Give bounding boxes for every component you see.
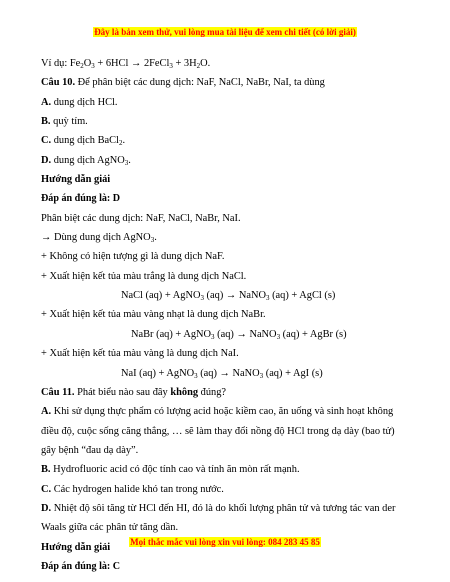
equation-nai: NaI (aq) + AgNO$_3$ (aq) → NaNO$_3$ (aq) + AgI (s) <box>121 367 323 380</box>
footer-banner-text: Mọi thắc mắc vui lòng xin vui lòng: 084 283 45 85 <box>130 537 320 547</box>
q11-option-d: D. Nhiệt độ sôi tăng từ HCl đến HI, đó là do khối lượng phân tử và tương tác van der <box>41 502 396 514</box>
q10-solution-line: + Xuất hiện kết tủa màu vàng là dung dịch NaI. <box>41 348 239 360</box>
q10-solution-line: + Xuất hiện kết tủa màu vàng nhạt là dung dịch NaBr. <box>41 309 266 321</box>
q11-option-b: B. Hydrofluoric acid có độc tính cao và tính ăn mòn rất mạnh. <box>41 464 300 476</box>
equation-nacl: NaCl (aq) + AgNO$_3$ (aq) → NaNO$_3$ (aq) + AgCl (s) <box>121 290 336 303</box>
q10-option-a: A. dung dịch HCl. <box>41 96 118 108</box>
q10-option-b: B. quỳ tím. <box>41 116 88 128</box>
document-body <box>41 54 411 576</box>
question-11: Câu 11. Phát biểu nào sau đây không đúng? <box>41 386 227 398</box>
q11-option-d-cont: Waals giữa các phân tử tăng dần. <box>41 522 179 534</box>
footer-banner <box>0 537 450 547</box>
q11-option-a-cont: gây bệnh “đau dạ dày”. <box>41 444 139 456</box>
header-banner <box>0 27 450 37</box>
q10-solution-line: Phân biệt các dung dịch: NaF, NaCl, NaBr, NaI. <box>41 212 241 224</box>
q11-option-a-cont: điều độ, cuộc sống căng thẳng, … sẽ làm thay đổi nồng độ HCl trong dạ dày (bao tử) <box>41 425 395 437</box>
header-banner-text: Đây là bản xem thử, vui lòng mua tài liệu để xem chi tiết (có lời giải) <box>94 27 356 37</box>
q10-solution-line: → Dùng dung dịch AgNO$_3$. <box>41 232 157 245</box>
q10-solution-line: + Xuất hiện kết tủa màu trắng là dung dịch NaCl. <box>41 270 247 282</box>
example-line: Ví dụ: $Fe_2O_3 + 6HCl$ → 2FeCl$_3$ + $3H_2O$. <box>41 58 211 70</box>
q11-option-c: C. Các hydrogen halide khó tan trong nước. <box>41 483 224 495</box>
question-10: Câu 10. Để phân biệt các dung dịch: NaF, NaCl, NaBr, NaI, ta dùng <box>41 77 325 89</box>
q10-answer: Đáp án đúng là: D <box>41 193 121 205</box>
q11-answer: Đáp án đúng là: C <box>41 560 121 572</box>
q11-solution-heading: Hướng dẫn giải <box>41 541 111 553</box>
q10-option-d: D. dung dịch AgNO$_3$. <box>41 154 131 167</box>
equation-nabr: NaBr (aq) + AgNO$_3$ (aq) → NaNO$_3$ (aq) + AgBr (s) <box>131 328 347 341</box>
q10-option-c: C. dung dịch BaCl$_2$. <box>41 135 126 148</box>
q10-solution-line: + Không có hiện tượng gì là dung dịch NaF. <box>41 251 225 263</box>
q10-solution-heading: Hướng dẫn giải <box>41 174 111 186</box>
q11-option-a: A. Khi sử dụng thực phẩm có lượng acid hoặc kiềm cao, ăn uống và sinh hoạt không <box>41 406 394 418</box>
